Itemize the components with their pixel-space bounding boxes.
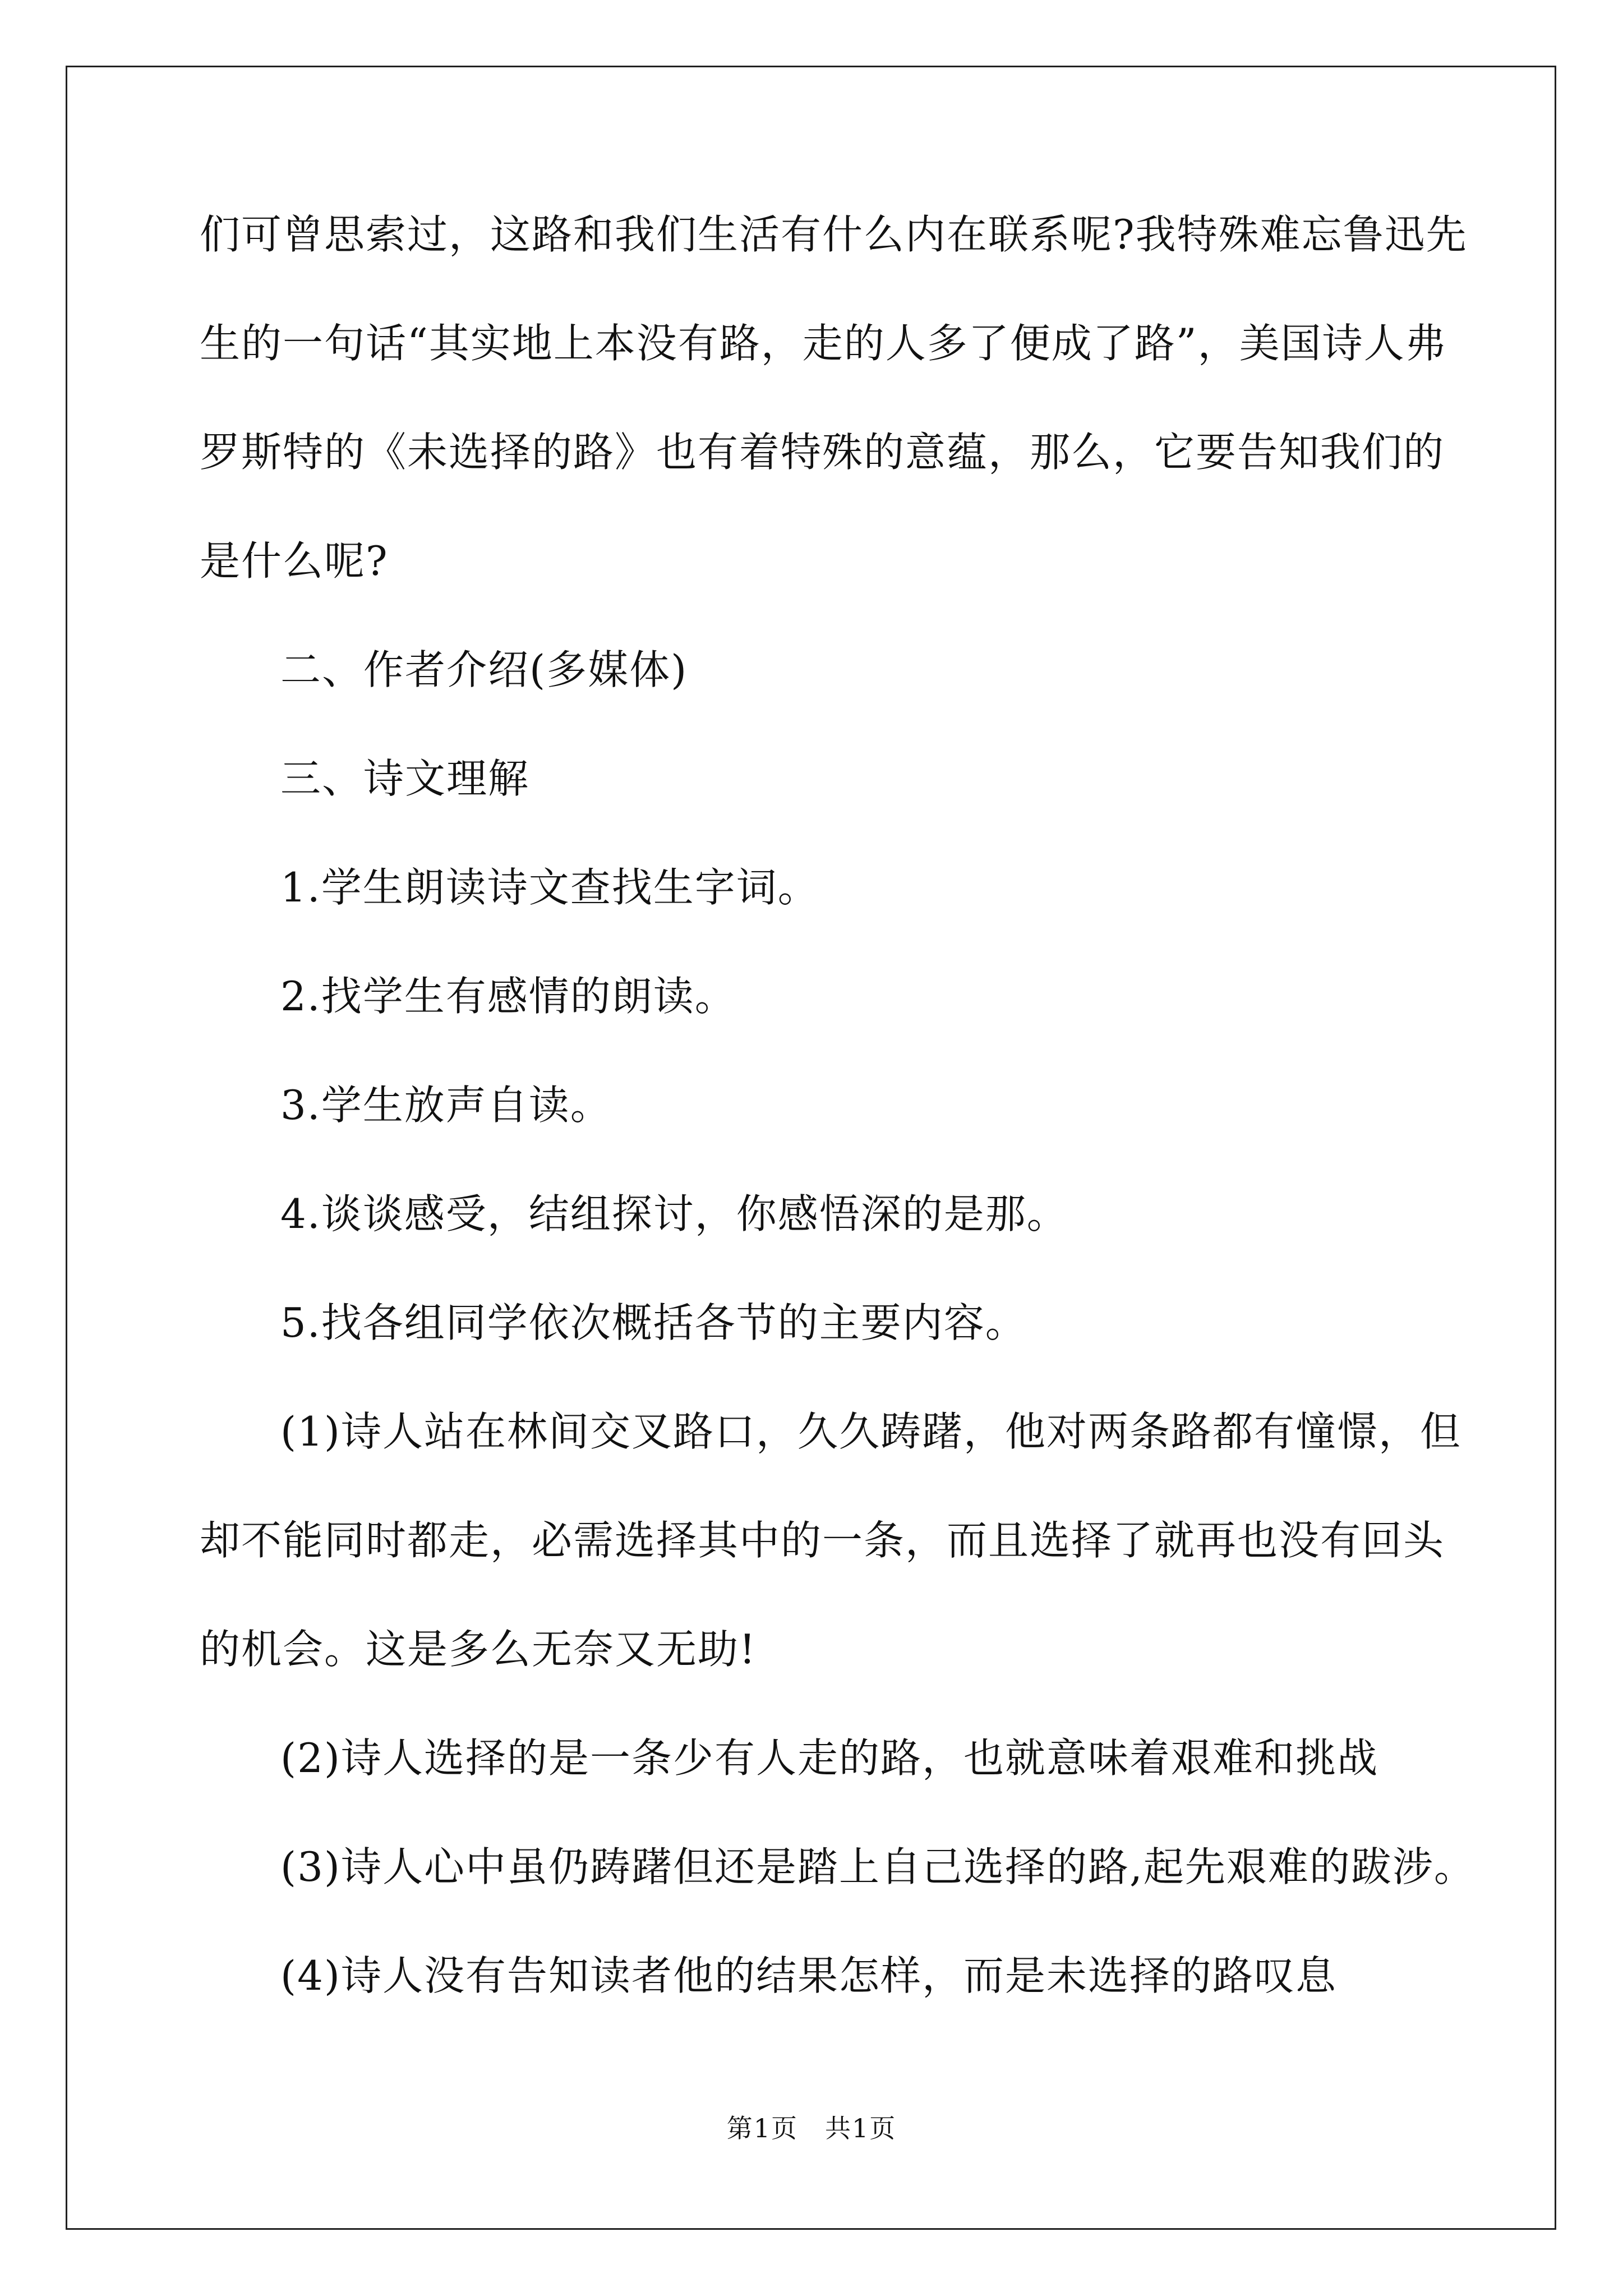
paragraph-line: 们可曾思索过，这路和我们生活有什么内在联系呢?我特殊难忘鲁迅先 [200, 211, 1468, 258]
paragraph-line: 却不能同时都走，必需选择其中的一条，而且选择了就再也没有回头 [200, 1517, 1445, 1564]
paragraph-line: 是什么呢? [200, 537, 389, 585]
paragraph-line: (3)诗人心中虽仍踌躇但还是踏上自己选择的路,起先艰难的跋涉。 [280, 1843, 1476, 1890]
paragraph-line: (2)诗人选择的是一条少有人走的路，也就意味着艰难和挑战 [280, 1734, 1378, 1782]
list-item: 5.找各组同学依次概括各节的主要内容。 [280, 1299, 1027, 1346]
list-item: 2.找学生有感情的朗读。 [280, 973, 736, 1020]
paragraph-line: (4)诗人没有告知读者他的结果怎样，而是未选择的路叹息 [280, 1952, 1337, 1999]
page-number-footer: 第1页 共1页 [726, 2113, 897, 2143]
page-border [66, 66, 1556, 2230]
list-item: 4.谈谈感受，结组探讨，你感悟深的是那。 [280, 1190, 1068, 1237]
list-item: 3.学生放声自读。 [280, 1082, 612, 1129]
paragraph-line: 生的一句话“其实地上本没有路，走的人多了便成了路”，美国诗人弗 [200, 320, 1447, 367]
list-item: 1.学生朗读诗文查找生字词。 [280, 864, 819, 911]
paragraph-line: 的机会。这是多么无奈又无助! [200, 1626, 757, 1673]
section-heading-author: 二、作者介绍(多媒体) [280, 646, 688, 693]
paragraph-line: (1)诗人站在林间交叉路口，久久踌躇，他对两条路都有憧憬，但 [280, 1408, 1461, 1455]
paragraph-line: 罗斯特的《未选择的路》也有着特殊的意蕴，那么，它要告知我们的 [200, 429, 1445, 476]
section-heading-understanding: 三、诗文理解 [280, 755, 530, 802]
